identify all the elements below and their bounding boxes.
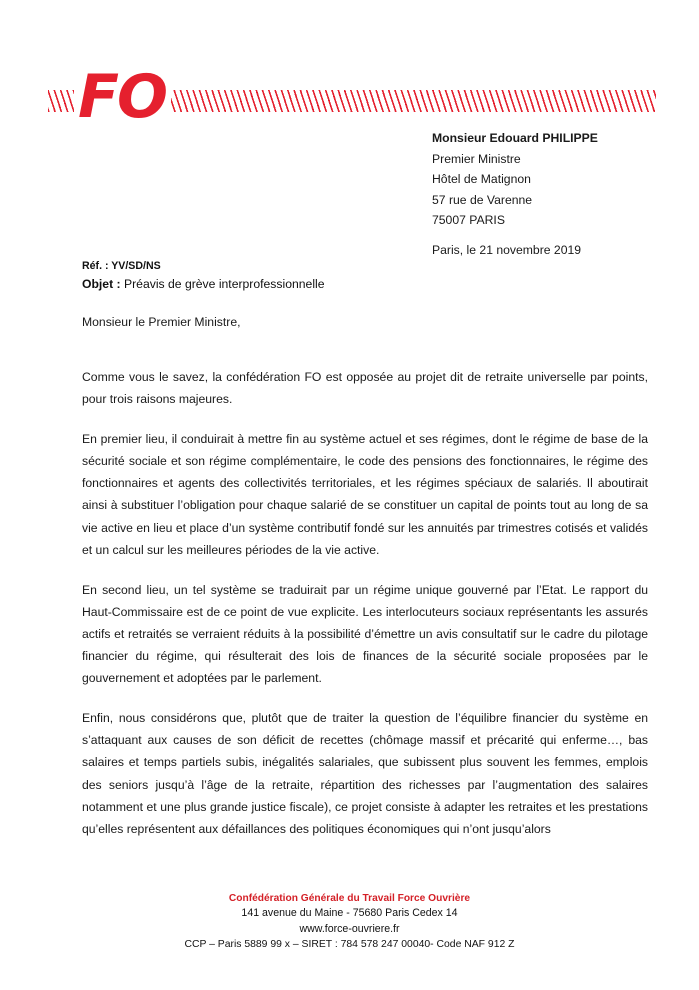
letter-body	[82, 366, 648, 840]
recipient-city: 75007 PARIS	[432, 213, 505, 227]
subject-line	[82, 275, 325, 294]
date-line: Paris, le 21 novembre 2019	[432, 243, 582, 257]
body-paragraph: Comme vous le savez, la confédération FO est opposée au projet dit de retraite universelle par points, pour trois raisons majeures.	[82, 370, 648, 407]
body-paragraph: En second lieu, un tel système se traduirait par un régime unique gouverné par l’Etat. Le rapport du Haut-Commissaire est de ce point de vue explicite. Les interlocuteurs sociaux représentants les assurés actifs et retraités se verraient réduits à la possibilité d’émettre un avis consultatif sur le cadre du pilotage financier du régime, qui résulterait des lois de finances de la sécurité sociale proposées par le gouvernement et adoptées par le parlement.	[82, 582, 648, 686]
page-footer	[0, 891, 699, 953]
letterhead	[0, 34, 699, 132]
salutation: Monsieur le Premier Ministre,	[82, 315, 241, 329]
footer-website: www.force-ouvriere.fr	[299, 922, 400, 935]
reference-number: Réf. : YV/SD/NS	[82, 260, 161, 272]
body-paragraph: En premier lieu, il conduirait à mettre fin au système actuel et ses régimes, dont le régime de base de la sécurité sociale et son régime complémentaire, le code des pensions des fonctionnaires, le régime des fonctionnaires et agents des collectivités territoriales, et les régimes spéciaux de salariés. Il aboutirait ainsi à substituer l’obligation pour chaque salarié de se constituer un capital de points tout au long de sa vie active en lieu et place d’un système contributif fondé sur les annuités par trimestres cotisés et validés et un calcul sur les meilleures périodes de la vie active.	[82, 432, 648, 557]
recipient-building: Hôtel de Matignon	[432, 172, 531, 186]
recipient-name: Monsieur Edouard PHILIPPE	[432, 131, 598, 145]
recipient-title: Premier Ministre	[432, 151, 521, 166]
fo-logo: FO	[74, 67, 171, 127]
recipient-street: 57 rue de Varenne	[432, 192, 533, 207]
footer-address: 141 avenue du Maine - 75680 Paris Cedex 14	[241, 907, 458, 919]
body-paragraph: Enfin, nous considérons que, plutôt que de traiter la question de l’équilibre financier du système en s’attaquant aux causes de son déficit de recettes (chômage massif et précarité qui enferme…, bas salaires et temps partiels subis, inégalités salariales, que subissent plus souvent les femmes, emplois des seniors jusqu’à l’âge de la retraite, répartition des richesses par l’augmentation des salaires notamment et une plus grande justice fiscale), ce projet consiste à adapter les retraites et les prestations qu’elles représentent aux défaillances des politiques économiques qui n’ont jusqu’alors	[82, 711, 648, 836]
reference-block	[82, 257, 325, 294]
recipient-address-block	[432, 128, 598, 231]
footer-legal: CCP – Paris 5889 99 x – SIRET : 784 578 247 00040- Code NAF 912 Z	[184, 939, 515, 950]
footer-organization: Confédération Générale du Travail Force Ouvrière	[228, 893, 471, 904]
subject-value: Préavis de grève interprofessionnelle	[120, 277, 325, 291]
subject-label: Objet :	[82, 277, 121, 291]
